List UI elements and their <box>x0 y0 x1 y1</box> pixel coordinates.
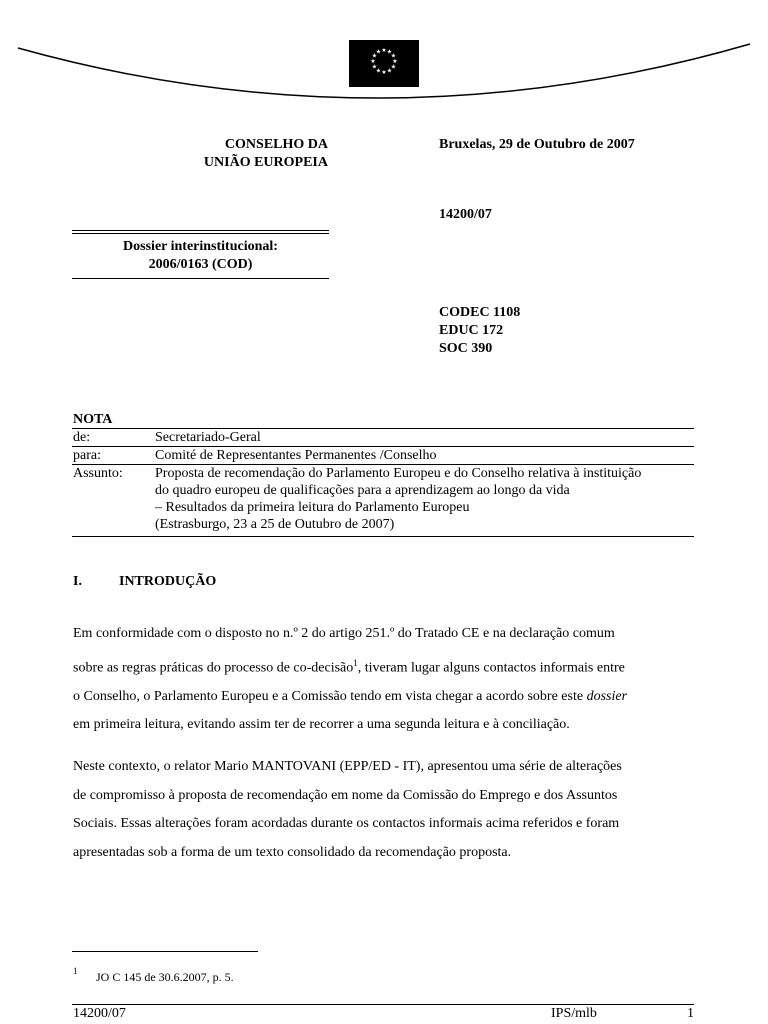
paragraph-1 <box>73 620 693 740</box>
from-value: Secretariado-Geral <box>155 430 261 445</box>
document-number: 14200/07 <box>439 207 492 222</box>
subject-value <box>155 465 700 533</box>
footnote-text: JO C 145 de 30.6.2007, p. 5. <box>96 970 234 984</box>
eu-flag-logo <box>349 40 419 87</box>
section-number: I. <box>73 574 82 589</box>
subject-line: Proposta de recomendação do Parlamento Europeu e do Conselho relativa à instituição <box>155 466 642 481</box>
document-date: Bruxelas, 29 de Outubro de 2007 <box>439 137 635 152</box>
dossier-bottom-rule <box>72 278 329 279</box>
footnote-number: 1 <box>73 966 78 976</box>
dossier-top-rule <box>72 230 329 231</box>
dossier-label: Dossier interinstitucional: <box>123 239 278 254</box>
subject-label: Assunto: <box>73 466 123 481</box>
svg-text:★: ★ <box>370 58 376 65</box>
paragraph-line: em primeira leitura, evitando assim ter de recorrer a uma segunda leitura e à conciliação. <box>73 717 570 733</box>
paragraph-2 <box>73 753 693 867</box>
council-name-line2: UNIÃO EUROPEIA <box>203 155 328 170</box>
footer-initials: IPS/mlb <box>551 1006 597 1021</box>
text-run: o Conselho, o Parlamento Europeu e a Comissão tendo em vista chegar a acordo sobre este <box>73 688 587 704</box>
note-title: NOTA <box>73 412 113 427</box>
paragraph-line: de compromisso à proposta de recomendação em nome da Comissão do Emprego e dos Assuntos <box>73 787 618 803</box>
svg-text:★: ★ <box>386 67 393 75</box>
page-number: 1 <box>687 1006 694 1021</box>
paragraph-line <box>73 683 693 712</box>
dossier-code: 2006/0163 (COD) <box>148 257 253 272</box>
svg-text:★: ★ <box>390 52 397 60</box>
footer-rule <box>72 1004 694 1005</box>
classification-codes <box>439 304 520 358</box>
paragraph-line: Sociais. Essas alterações foram acordadas durante os contactos informais acima referidos e foram <box>73 816 620 831</box>
subject-line: do quadro europeu de qualificações para a aprendizagem ao longo da vida <box>155 483 570 498</box>
from-label: de: <box>73 430 91 445</box>
code-codec: CODEC 1108 <box>439 305 521 320</box>
dossier-block <box>72 238 329 274</box>
council-name <box>150 136 328 172</box>
svg-text:★: ★ <box>371 52 378 60</box>
italic-term: dossier <box>586 688 628 704</box>
subject-line: (Estrasburgo, 23 a 25 de Outubro de 2007) <box>155 517 395 532</box>
code-educ: EDUC 172 <box>439 323 504 338</box>
footer-doc-number: 14200/07 <box>73 1006 126 1021</box>
svg-text:★: ★ <box>386 48 393 56</box>
svg-text:★: ★ <box>390 63 397 71</box>
svg-text:★: ★ <box>371 63 378 71</box>
paragraph-line: Neste contexto, o relator Mario MANTOVANI (EPP/ED - IT), apresentou uma série de alterações <box>73 759 622 774</box>
text-run: , tiveram lugar alguns contactos informais entre <box>357 660 625 676</box>
paragraph-line <box>73 649 693 683</box>
note-rule-4 <box>72 536 694 537</box>
text-run: sobre as regras práticas do processo de co-decisão <box>73 660 354 676</box>
section-title: INTRODUÇÃO <box>119 574 217 589</box>
svg-text:★: ★ <box>381 47 387 54</box>
to-label: para: <box>73 448 101 463</box>
svg-text:★: ★ <box>375 48 382 56</box>
svg-text:★: ★ <box>392 58 398 65</box>
council-name-line1: CONSELHO DA <box>224 137 328 152</box>
paragraph-line: Em conformidade com o disposto no n.º 2 do artigo 251.º do Tratado CE e na declaração comum <box>73 626 615 641</box>
code-soc: SOC 390 <box>439 341 493 356</box>
dossier-top-rule-2 <box>72 233 329 234</box>
subject-line: – Resultados da primeira leitura do Parlamento Europeu <box>155 500 470 515</box>
footnote-separator <box>72 951 258 952</box>
to-value: Comité de Representantes Permanentes /Conselho <box>155 448 437 463</box>
paragraph-line: apresentadas sob a forma de um texto consolidado da recomendação proposta. <box>73 844 512 860</box>
svg-text:★: ★ <box>381 69 387 76</box>
svg-text:★: ★ <box>375 67 382 75</box>
footnote-ref[interactable]: 1 <box>353 657 358 668</box>
